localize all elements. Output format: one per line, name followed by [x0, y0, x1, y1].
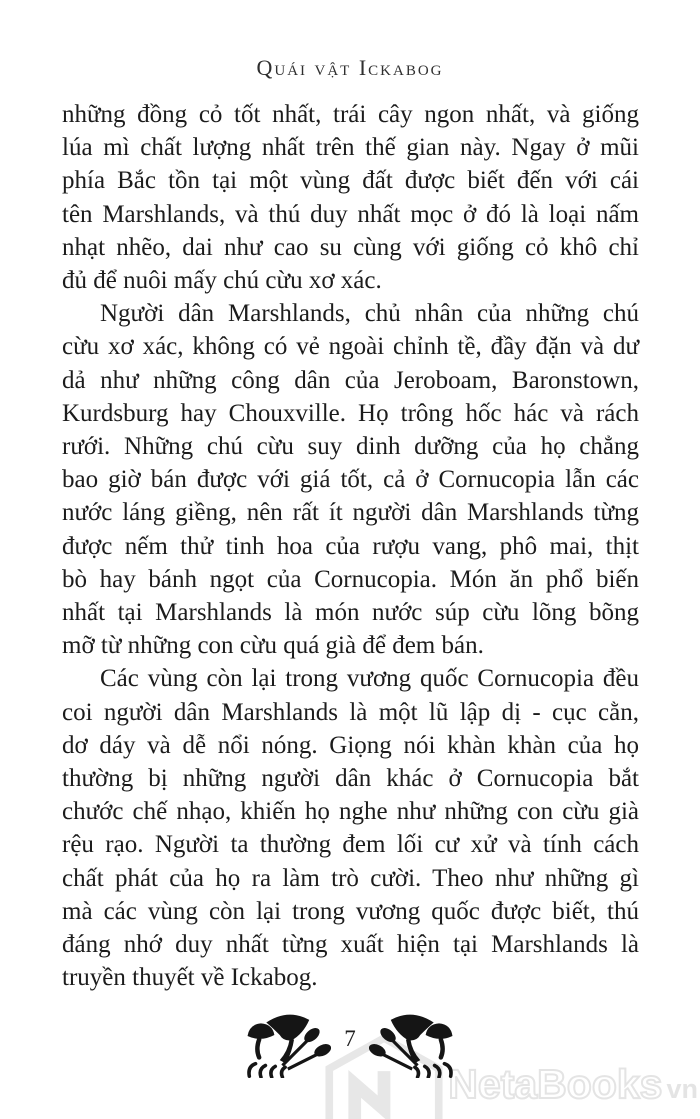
text-line: lúa mì chất lượng nhất trên thế gian này. Ngay ở mũi [62, 134, 639, 162]
text-line: coi người dân Marshlands là một lũ lập dị - cục cằn, [62, 698, 639, 726]
text-line: bao giờ bán được với giá tốt, cả ở Cornucopia lẫn các [62, 466, 639, 494]
text-line: thường bị những người dân khác ở Cornucopia bắt [62, 765, 639, 793]
paragraph [62, 98, 639, 297]
text-line: nhạt nhẽo, dai như cao su cùng với giống cỏ khô chỉ [62, 233, 639, 261]
text-line: Các vùng còn lại trong vương quốc Cornucopia đều [100, 665, 639, 693]
text-line: truyền thuyết về Ickabog. [62, 964, 318, 992]
mushroom-ornament-right-icon [369, 1010, 459, 1078]
text-line: tên Marshlands, và thú duy nhất mọc ở đó là loại nấm [62, 200, 639, 228]
text-line: phía Bắc tồn tại một vùng đất được biết đến với cái [62, 167, 639, 195]
text-line: nước láng giềng, nên rất ít người dân Marshlands từng [62, 499, 639, 527]
text-line: những đồng cỏ tốt nhất, trái cây ngon nhất, và giống [62, 101, 639, 128]
text-line: nhất tại Marshlands là món nước súp cừu lõng bõng [62, 599, 639, 627]
text-line: rệu rạo. Người ta thường đem lối cư xử và tính cách [62, 831, 639, 859]
text-line: rưới. Những chú cừu suy dinh dưỡng của họ chẳng [62, 433, 639, 461]
wordmark-books: Books [537, 1061, 663, 1107]
text-line: bò hay bánh ngọt của Cornucopia. Món ăn phổ biến [62, 565, 639, 593]
wordmark-vn: vn [666, 1074, 698, 1104]
text-line: dơ dáy và dễ nổi nóng. Giọng nói khàn khàn của họ [62, 731, 639, 759]
mushroom-ornament-left-icon [241, 1010, 331, 1078]
text-line: chất phát của họ ra làm trò cười. Theo như những gì [62, 864, 639, 892]
wordmark-neta: Neta [448, 1061, 538, 1107]
text-line: đáng nhớ duy nhất từng xuất hiện tại Marshlands là [62, 931, 639, 959]
text-line: mà các vùng còn lại trong vương quốc được biết, thú [62, 897, 639, 925]
text-line: chước chế nhạo, khiến họ nghe như những con cừu già [62, 798, 639, 826]
text-line: Người dân Marshlands, chủ nhân của những chú [100, 300, 639, 328]
paragraph [62, 662, 639, 994]
text-line: Kurdsburg hay Chouxville. Họ trông hốc hác và rách [62, 399, 639, 427]
chapter-title: Quái vật Ickabog [256, 55, 444, 80]
text-line: được nếm thử tinh hoa của rượu vang, phô mai, thịt [62, 532, 639, 560]
text-line: mỡ từ những con cừu quá già để đem bán. [62, 632, 484, 660]
page-number: 7 [344, 1026, 356, 1051]
page-footer [0, 1010, 700, 1078]
body-text [62, 98, 639, 994]
paragraph [62, 297, 639, 662]
text-line: dả như những công dân của Jeroboam, Baronstown, [62, 366, 639, 394]
text-line: cừu xơ xác, không có vẻ ngoài chỉnh tề, đầy đặn và dư [62, 333, 639, 361]
text-line: đủ để nuôi mấy chú cừu xơ xác. [62, 267, 382, 295]
